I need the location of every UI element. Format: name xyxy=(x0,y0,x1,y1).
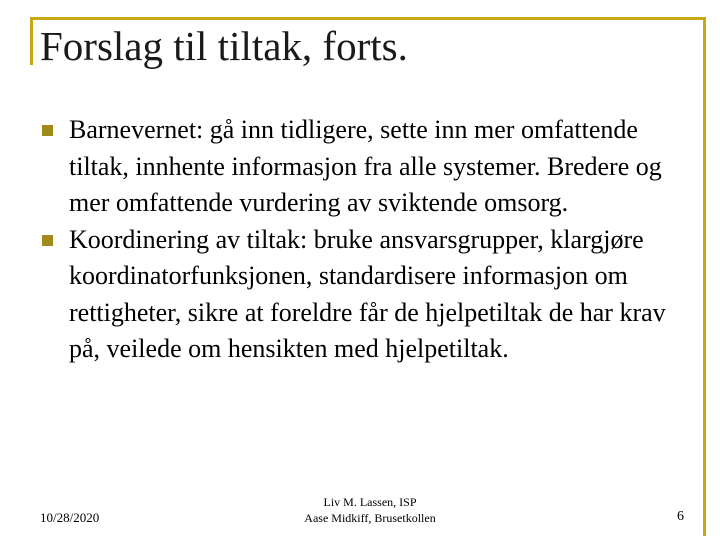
bullet-text: Koordinering av tiltak: bruke ansvarsgrupper, klargjøre koordinatorfunksjonen, standardisere informasjon om rettigheter, sikre at foreldre får de hjelpetiltak de har krav på, veilede om hensikten med hjelpetiltak. xyxy=(69,224,666,363)
square-bullet-icon xyxy=(42,125,53,136)
frame-right-rule xyxy=(703,17,706,536)
bullet-text: Barnevernet: gå inn tidligere, sette inn mer omfattende tiltak, innhente informasjon fra alle systemer. Bredere og mer omfattende vurdering av sviktende omsorg. xyxy=(69,115,662,217)
footer-author xyxy=(255,494,485,526)
footer-author-line: Liv M. Lassen, ISP xyxy=(323,495,417,509)
bullet-item xyxy=(42,222,682,368)
frame-top-rule xyxy=(30,17,705,20)
slide-title: Forslag til tiltak, forts. xyxy=(40,23,408,69)
footer-date: 10/28/2020 xyxy=(40,510,100,525)
page-number: 6 xyxy=(677,509,684,524)
bullet-list xyxy=(42,112,682,368)
square-bullet-icon xyxy=(42,235,53,246)
footer-author-line: Aase Midkiff, Brusetkollen xyxy=(304,511,436,525)
frame-left-rule xyxy=(30,17,33,65)
bullet-item xyxy=(42,112,682,222)
